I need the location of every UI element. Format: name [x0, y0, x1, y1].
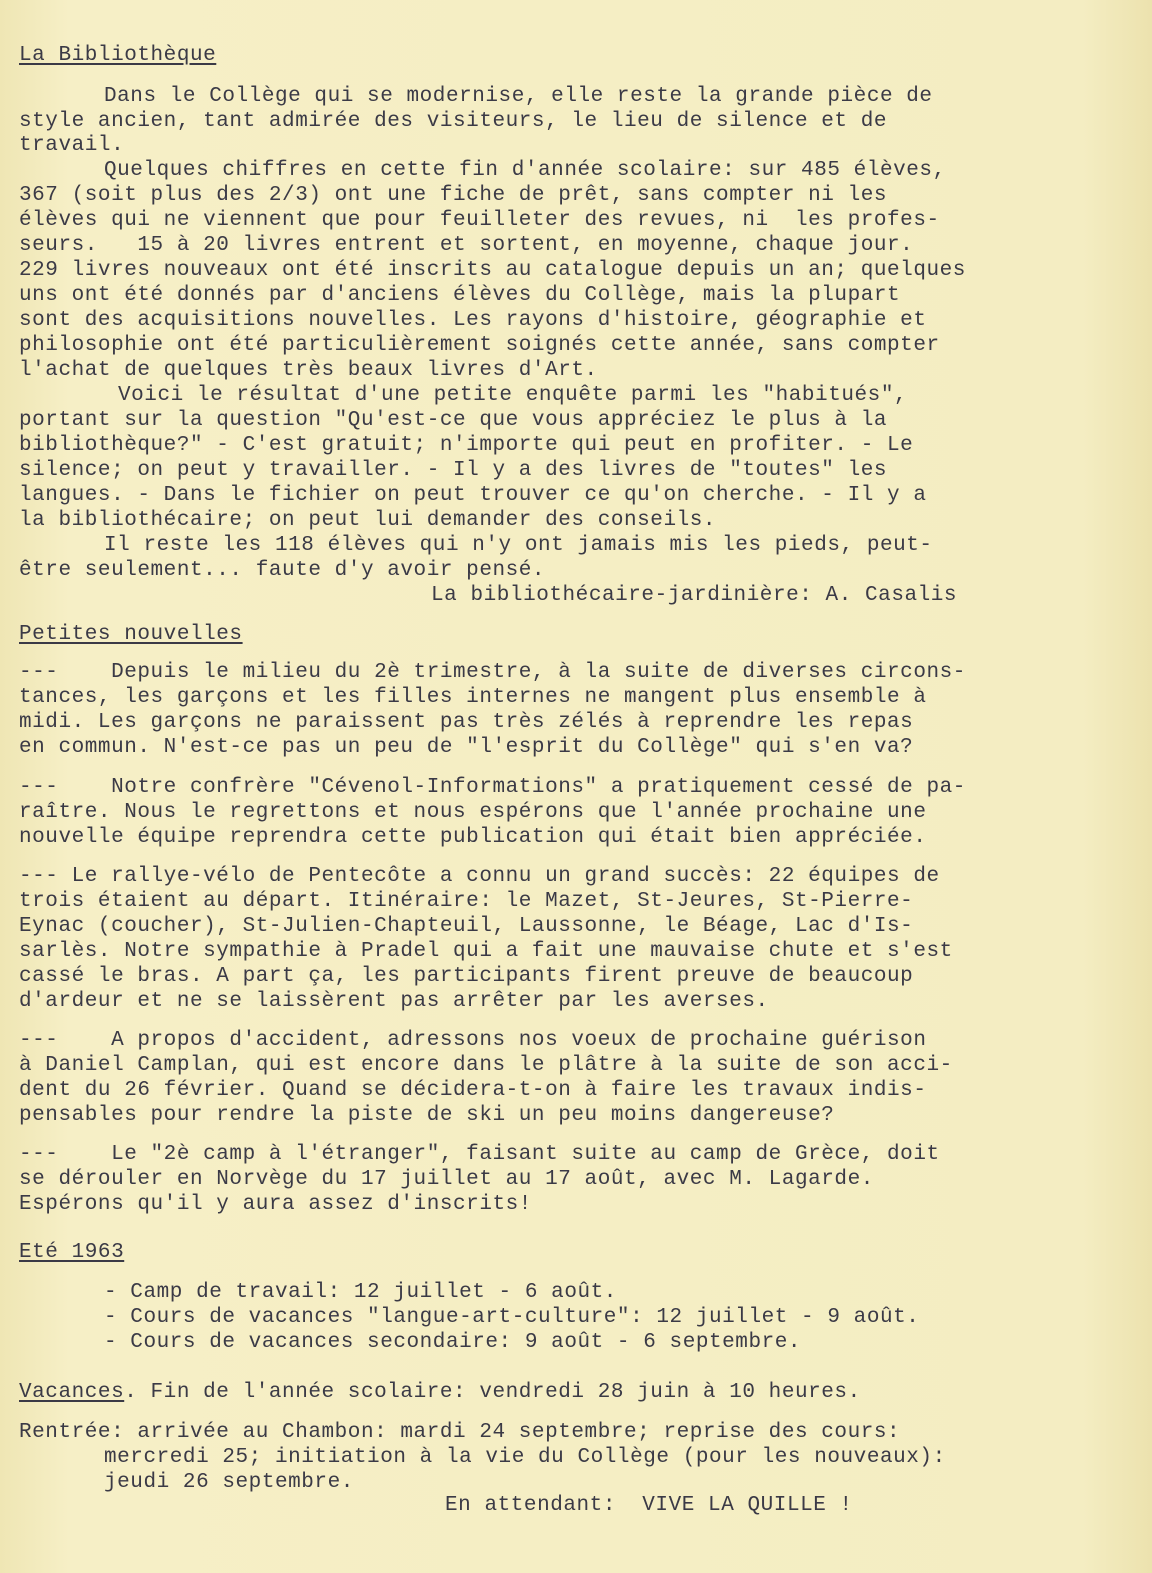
news-item-2-line: nouvelle équipe reprendra cette publication qui était bien appréciée. — [19, 826, 927, 849]
bibliotheque-line: style ancien, tant admirée des visiteurs, le lieu de silence et de — [19, 110, 888, 133]
bibliotheque-line: philosophie ont été particulièrement soignés cette année, sans compter — [19, 334, 940, 357]
ete-item: - Camp de travail: 12 juillet - 6 août. — [104, 1281, 617, 1304]
bibliotheque-line: travail. — [19, 134, 125, 157]
heading-ete-1963: Eté 1963 — [19, 1241, 125, 1264]
vacances-text: Fin de l'année scolaire: vendredi 28 juin à 10 heures. — [137, 1381, 861, 1404]
news-item-4-line: --- A propos d'accident, adressons nos voeux de prochaine guérison — [19, 1029, 927, 1052]
ete-item: - Cours de vacances secondaire: 9 août - 6 septembre. — [104, 1331, 802, 1354]
news-item-1-line: en commun. N'est-ce pas un peu de "l'esprit du Collège" qui s'en va? — [19, 736, 914, 759]
heading-petites-nouvelles: Petites nouvelles — [19, 623, 243, 646]
vacances-title-period: . — [124, 1381, 138, 1404]
news-item-4-line: dent du 26 février. Quand se décidera-t-on à faire les travaux indis- — [19, 1079, 927, 1102]
bibliotheque-line: élèves qui ne viennent que pour feuilleter des revues, ni les profes- — [19, 209, 940, 232]
bibliotheque-signature: La bibliothécaire-jardinière: A. Casalis — [431, 584, 958, 607]
bibliotheque-line: l'achat de quelques très beaux livres d'Art. — [19, 359, 598, 382]
news-item-4-line: pensables pour rendre la piste de ski un peu moins dangereuse? — [19, 1104, 835, 1127]
rentree-line: jeudi 26 septembre. — [104, 1471, 354, 1494]
news-item-1-line: --- Depuis le milieu du 2è trimestre, à la suite de diverses circons- — [19, 661, 966, 684]
bibliotheque-line: bibliothèque?" - C'est gratuit; n'importe qui peut en profiter. - Le — [19, 434, 914, 457]
bibliotheque-line: sont des acquisitions nouvelles. Les rayons d'histoire, géographie et — [19, 309, 927, 332]
heading-vacances: Vacances — [19, 1381, 125, 1404]
bibliotheque-line: 367 (soit plus des 2/3) ont une fiche de prêt, sans compter ni les — [19, 184, 888, 207]
news-item-3-line: trois étaient au départ. Itinéraire: le Mazet, St-Jeures, St-Pierre- — [19, 890, 914, 913]
news-item-3-line: sarlès. Notre sympathie à Pradel qui a fait une mauvaise chute et s'est — [19, 940, 953, 963]
news-item-1-line: midi. Les garçons ne paraissent pas très zélés à reprendre les repas — [19, 711, 914, 734]
news-item-5-line: se dérouler en Norvège du 17 juillet au 17 août, avec M. Lagarde. — [19, 1168, 874, 1191]
news-item-2-line: --- Notre confrère "Cévenol-Informations" a pratiquement cessé de pa- — [19, 776, 966, 799]
news-item-4-line: à Daniel Camplan, qui est encore dans le plâtre à la suite de son acci- — [19, 1054, 953, 1077]
heading-bibliotheque: La Bibliothèque — [19, 44, 217, 67]
bibliotheque-line: Il reste les 118 élèves qui n'y ont jamais mis les pieds, peut- — [104, 534, 933, 557]
bibliotheque-line: Voici le résultat d'une petite enquête parmi les "habitués", — [118, 384, 908, 407]
ete-item: - Cours de vacances "langue-art-culture": 12 juillet - 9 août. — [104, 1306, 920, 1329]
news-item-5-line: Espérons qu'il y aura assez d'inscrits! — [19, 1193, 532, 1216]
bibliotheque-line: seurs. 15 à 20 livres entrent et sortent, en moyenne, chaque jour. — [19, 234, 914, 257]
news-item-3-line: cassé le bras. A part ça, les participants firent preuve de beaucoup — [19, 965, 914, 988]
bibliotheque-line: 229 livres nouveaux ont été inscrits au catalogue depuis un an; quelques — [19, 259, 966, 282]
bibliotheque-line: silence; on peut y travailler. - Il y a des livres de "toutes" les — [19, 459, 888, 482]
rentree-line: Rentrée: arrivée au Chambon: mardi 24 septembre; reprise des cours: — [19, 1421, 901, 1444]
news-item-3-line: --- Le rallye-vélo de Pentecôte a connu un grand succès: 22 équipes de — [19, 865, 940, 888]
rentree-line: mercredi 25; initiation à la vie du Collège (pour les nouveaux): — [104, 1446, 946, 1469]
bibliotheque-line: portant sur la question "Qu'est-ce que vous appréciez le plus à la — [19, 409, 888, 432]
closing-line: En attendant: VIVE LA QUILLE ! — [445, 1494, 853, 1517]
bibliotheque-line: uns ont été donnés par d'anciens élèves du Collège, mais la plupart — [19, 284, 901, 307]
news-item-2-line: raître. Nous le regrettons et nous espérons que l'année prochaine une — [19, 801, 927, 824]
vacances-line — [19, 1380, 861, 1405]
news-item-3-line: Eynac (coucher), St-Julien-Chapteuil, Laussonne, le Béage, Lac d'Is- — [19, 915, 914, 938]
bibliotheque-line: Quelques chiffres en cette fin d'année scolaire: sur 485 élèves, — [104, 159, 946, 182]
bibliotheque-line: être seulement... faute d'y avoir pensé. — [19, 559, 546, 582]
news-item-5-line: --- Le "2è camp à l'étranger", faisant suite au camp de Grèce, doit — [19, 1143, 940, 1166]
bibliotheque-line: Dans le Collège qui se modernise, elle reste la grande pièce de — [104, 85, 933, 108]
news-item-3-line: d'ardeur et ne se laissèrent pas arrêter par les averses. — [19, 990, 769, 1013]
news-item-1-line: tances, les garçons et les filles internes ne mangent plus ensemble à — [19, 686, 927, 709]
bibliotheque-line: langues. - Dans le fichier on peut trouver ce qu'on cherche. - Il y a — [19, 484, 927, 507]
bibliotheque-line: la bibliothécaire; on peut lui demander des conseils. — [19, 509, 717, 532]
